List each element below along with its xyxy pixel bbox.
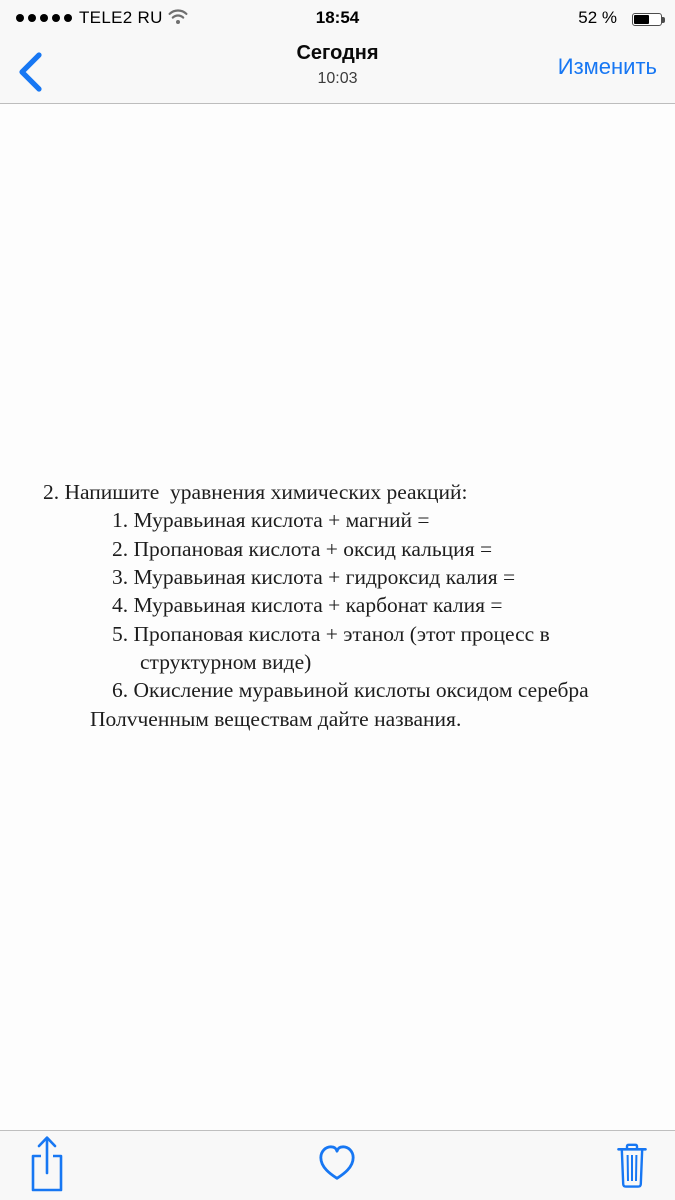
bottom-toolbar bbox=[0, 1130, 675, 1200]
photo-text-line: 5. Пропановая кислота + этанол (этот процесс в bbox=[112, 621, 550, 646]
photo-text-line: 3. Муравьиная кислота + гидроксид калия = bbox=[112, 565, 516, 590]
photo-text-line: 6. Окисление муравьиной кислоты оксидом серебра bbox=[112, 678, 589, 703]
favorite-button[interactable] bbox=[316, 1142, 358, 1184]
nav-subtitle: 10:03 bbox=[317, 70, 358, 87]
heart-icon bbox=[316, 1142, 358, 1184]
top-chrome bbox=[0, 0, 675, 104]
photo-text-line: Полvченным веществам дайте названия. bbox=[90, 706, 462, 731]
photo-text-line: 1. Муравьиная кислота + магний = bbox=[112, 508, 430, 533]
delete-button[interactable] bbox=[613, 1141, 651, 1190]
carrier-label: TELE2 RU bbox=[79, 8, 163, 27]
status-bar bbox=[0, 0, 675, 40]
battery-icon bbox=[632, 13, 662, 26]
battery-percent-label: 52 % bbox=[578, 8, 617, 27]
photo-text-block bbox=[0, 478, 675, 733]
edit-button[interactable]: Изменить bbox=[557, 54, 657, 79]
share-button[interactable] bbox=[28, 1133, 66, 1195]
status-time: 18:54 bbox=[315, 8, 360, 27]
photo-text-line: 2. Пропановая кислота + оксид кальция = bbox=[112, 536, 493, 561]
photo-text-line: 4. Муравьиная кислота + карбонат калия = bbox=[112, 593, 503, 618]
nav-title: Сегодня bbox=[296, 42, 379, 64]
share-icon bbox=[28, 1133, 66, 1195]
photo-text-line: структурном виде) bbox=[140, 650, 312, 675]
trash-icon bbox=[613, 1141, 651, 1190]
photo-text-line: 2. Напишите уравнения химических реакций: bbox=[43, 480, 468, 504]
